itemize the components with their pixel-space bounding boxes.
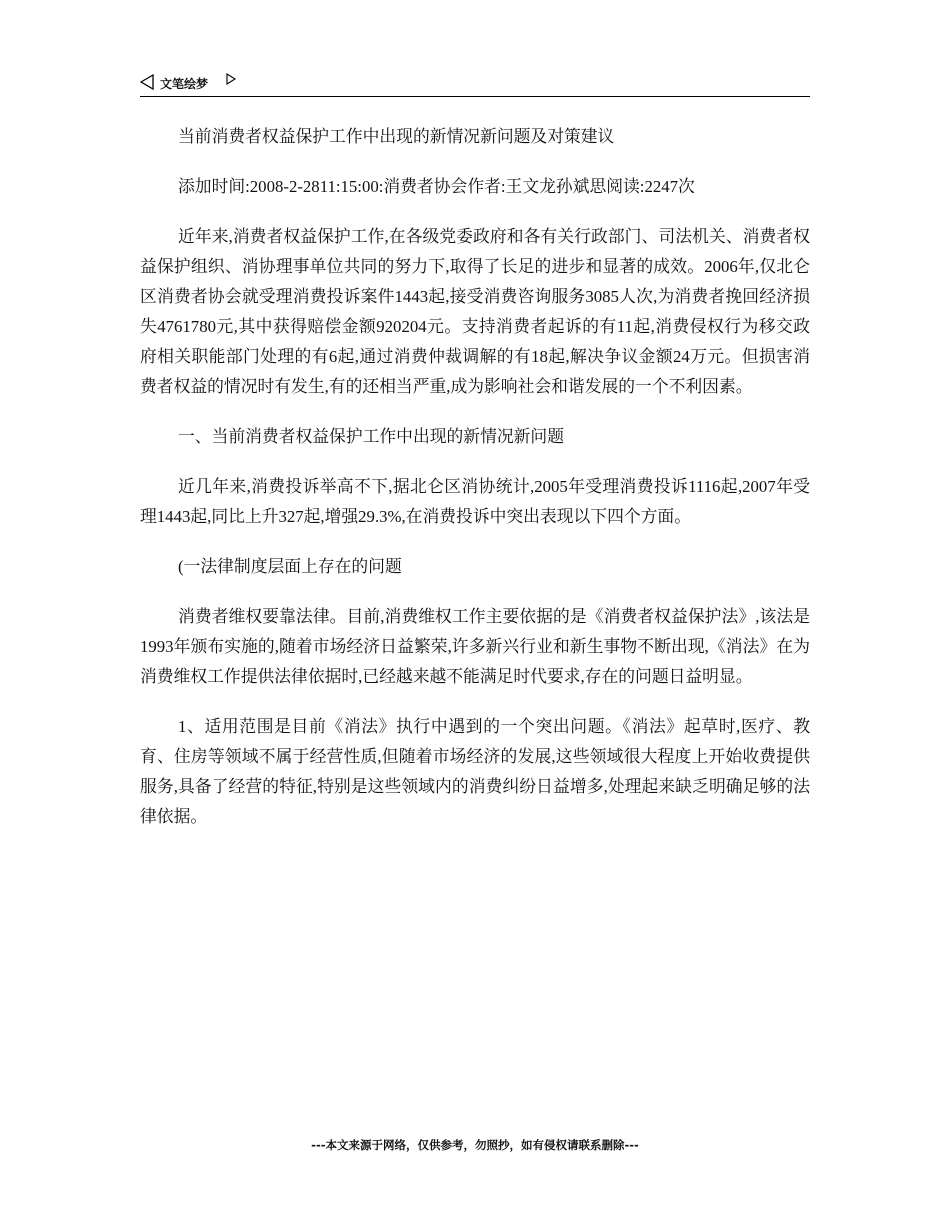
section-heading: 一、当前消费者权益保护工作中出现的新情况新问题	[178, 427, 564, 446]
article-meta: 添加时间:2008-2-2811:15:00:消费者协会作者:王文龙孙斌思阅读:2247次	[178, 177, 695, 196]
page-header	[140, 72, 810, 97]
triangle-right-icon	[226, 73, 236, 85]
brand-name: 文笔绘梦	[160, 77, 209, 91]
triangle-left-icon	[140, 74, 154, 90]
paragraph: 消费者维权要靠法律。目前,消费维权工作主要依据的是《消费者权益保护法》,该法是1993年颁布实施的,随着市场经济日益繁荣,许多新兴行业和新生事物不断出现,《消法》在为消费维权工作提供法律依据时,已经越来越不能满足时代要求,存在的问题日益明显。	[140, 607, 810, 686]
article-body	[140, 122, 810, 852]
paragraph: 近年来,消费者权益保护工作,在各级党委政府和各有关行政部门、司法机关、消费者权益保护组织、消协理事单位共同的努力下,取得了长足的进步和显著的成效。2006年,仅北仑区消费者协会就受理消费投诉案件1443起,接受消费咨询服务3085人次,为消费者挽回经济损失4761780元,其中获得赔偿金额920204元。支持消费者起诉的有11起,消费侵权行为移交政府相关职能部门处理的有6起,通过消费仲裁调解的有18起,解决争议金额24万元。但损害消费者权益的情况时有发生,有的还相当严重,成为影响社会和谐发展的一个不利因素。	[140, 227, 810, 396]
footer-disclaimer: ---本文来源于网络，仅供参考，勿照抄，如有侵权请联系删除---	[311, 1138, 639, 1152]
paragraph: 近几年来,消费投诉举高不下,据北仑区消协统计,2005年受理消费投诉1116起,2007年受理1443起,同比上升327起,增强29.3%,在消费投诉中突出表现以下四个方面。	[140, 477, 810, 526]
subsection-heading: (一法律制度层面上存在的问题	[178, 557, 402, 576]
paragraph: 1、适用范围是目前《消法》执行中遇到的一个突出问题。《消法》起草时,医疗、教育、住房等领域不属于经营性质,但随着市场经济的发展,这些领域很大程度上开始收费提供服务,具备了经营的特征,特别是这些领域内的消费纠纷日益增多,处理起来缺乏明确足够的法律依据。	[140, 717, 810, 826]
article-title: 当前消费者权益保护工作中出现的新情况新问题及对策建议	[178, 127, 615, 146]
